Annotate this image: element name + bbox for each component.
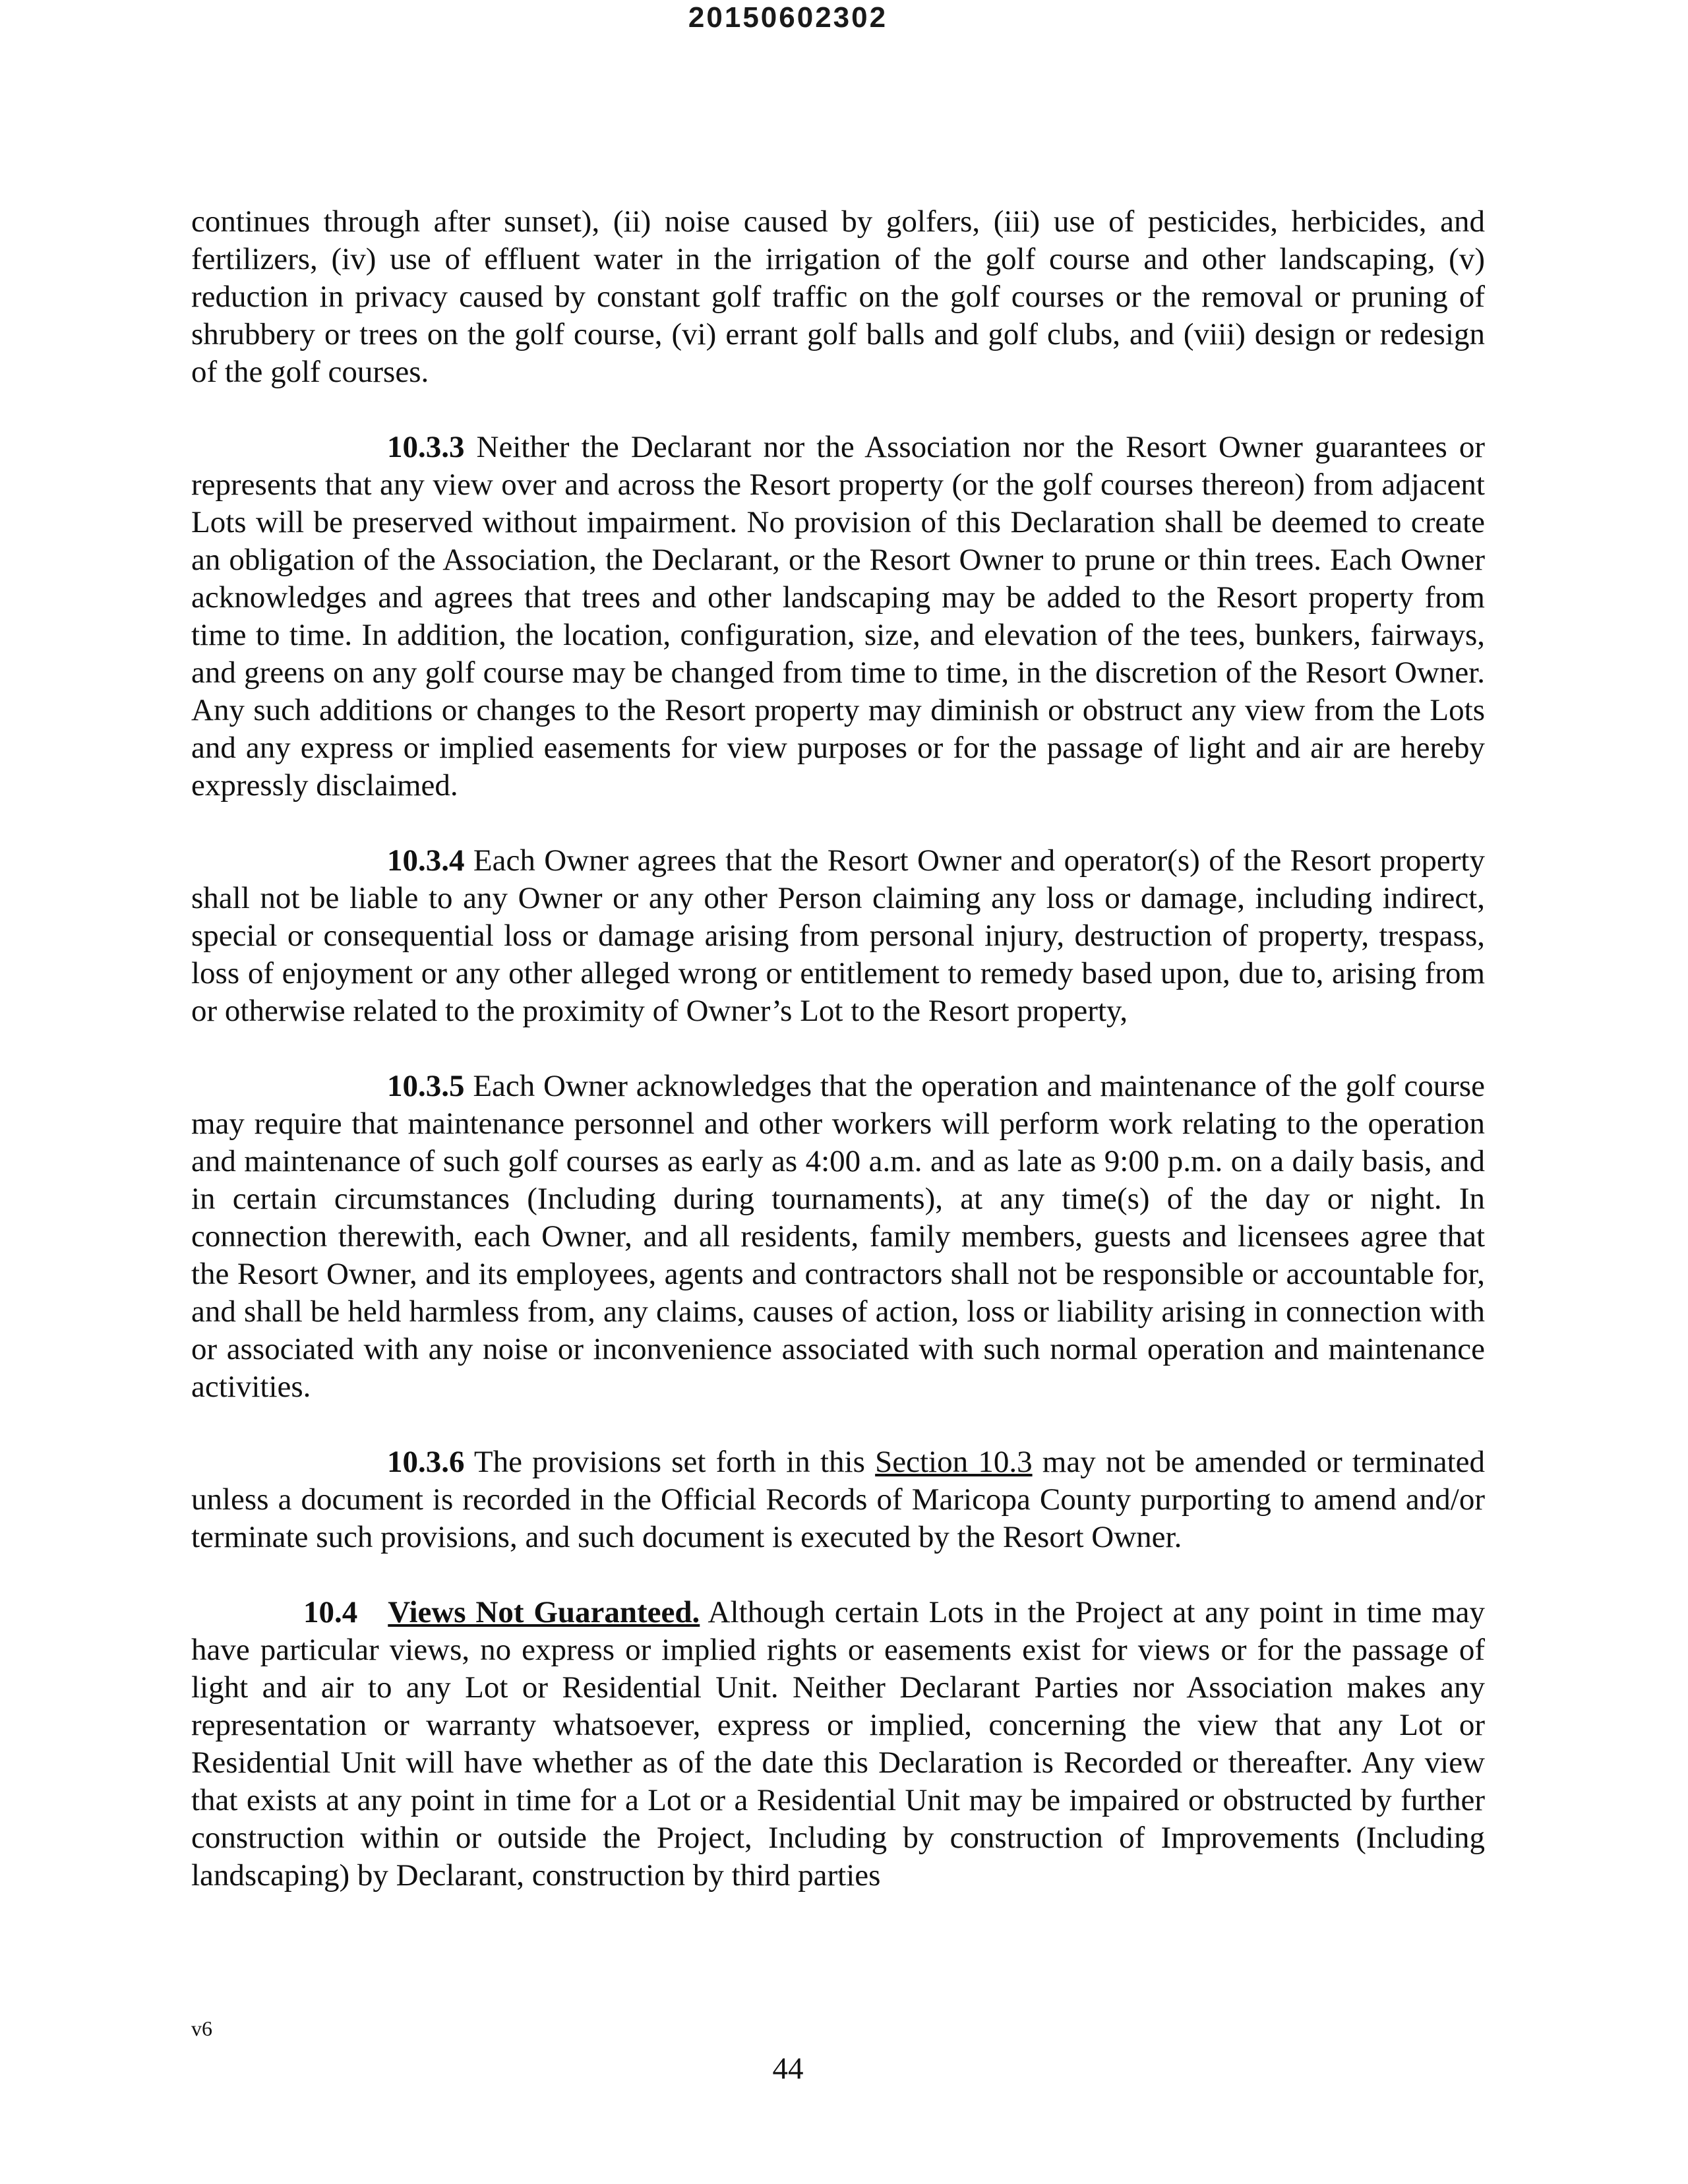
section-10-3-3: [191, 429, 1485, 804]
section-text: Each Owner agrees that the Resort Owner and operator(s) of the Resort property shall not be liable to any Owner or any other Person claiming any loss or damage, including indirect, special or consequential loss or damage arising from personal injury, destruction of property, trespass, loss of enjoyment or any other alleged wrong or entitlement to remedy based upon, due to, arising from or otherwise related to the proximity of Owner’s Lot to the Resort property,: [191, 843, 1485, 1028]
section-number: 10.3.4: [387, 843, 465, 878]
section-text-before: The provisions set forth in this: [464, 1445, 876, 1479]
section-10-3-5: [191, 1068, 1485, 1406]
section-10-3-6: [191, 1443, 1485, 1556]
section-text-after: may not be amended or terminated unless a document is recorded in the Official Records of Maricopa County purporting to amend and/or terminate such provisions, and such document is executed by the Resort Owner.: [191, 1445, 1485, 1554]
section-text: Although certain Lots in the Project at any point in time may have particular views, no express or implied rights or easements exist for views or for the passage of light and air to any Lot or Residential Unit. Neither Declarant Parties nor Association makes any representation or warranty whatsoever, express or implied, concerning the view that any Lot or Residential Unit will have whether as of the date this Declaration is Recorded or thereafter. Any view that exists at any point in time for a Lot or a Residential Unit may be impaired or obstructed by further construction within or outside the Project, Including by construction of Improvements (Including landscaping) by Declarant, construction by third parties: [191, 1595, 1486, 1893]
section-number: 10.4: [303, 1595, 358, 1629]
version-label: v6: [191, 2017, 212, 2040]
section-number: 10.3.3: [387, 430, 465, 464]
section-text: Neither the Declarant nor the Association nor the Resort Owner guarantees or represents that any view over and across the Resort property (or the golf courses thereon) from adjacent Lots will be preserved without impairment. No provision of this Declaration shall be deemed to create an obligation of the Association, the Declarant, or the Resort Owner to prune or thin trees. Each Owner acknowledges and agrees that trees and other landscaping may be added to the Resort property from time to time. In addition, the location, configuration, size, and elevation of the tees, bunkers, fairways, and greens on any golf course may be changed from time to time, in the discretion of the Resort Owner. Any such additions or changes to the Resort property may diminish or obstruct any view from the Lots and any express or implied easements for view purposes or for the passage of light and air are hereby expressly disclaimed.: [191, 430, 1485, 803]
section-number: 10.3.5: [387, 1069, 465, 1103]
recording-number: 20150602302: [688, 1, 888, 34]
continued-paragraph: continues through after sunset), (ii) noise caused by golfers, (iii) use of pesticides, herbicides, and fertilizers, (iv) use of effluent water in the irrigation of the golf course and other landscaping, (v) reduction in privacy caused by constant golf traffic on the golf courses or the removal or pruning of shrubbery or trees on the golf course, (vi) errant golf balls and golf clubs, and (viii) design or redesign of the golf courses.: [191, 204, 1485, 389]
section-text: Each Owner acknowledges that the operation and maintenance of the golf course may require that maintenance personnel and other workers will perform work relating to the operation and maintenance of such golf courses as early as 4:00 a.m. and as late as 9:00 p.m. on a daily basis, and in certain circumstances (Including during tournaments), at any time(s) of the day or night. In connection therewith, each Owner, and all residents, family members, guests and licensees agree that the Resort Owner, and its employees, agents and contractors shall not be responsible or accountable for, and shall be held harmless from, any claims, causes of action, loss or liability arising in connection with or associated with any noise or inconvenience associated with such normal operation and maintenance activities.: [191, 1069, 1485, 1404]
section-10-4: [191, 1594, 1485, 1895]
section-number: 10.3.6: [387, 1445, 465, 1479]
section-title: Views Not Guaranteed.: [388, 1595, 700, 1629]
section-10-3-4: [191, 842, 1485, 1030]
page-number: 44: [772, 2051, 804, 2086]
section-cross-reference: Section 10.3: [875, 1445, 1033, 1479]
document-body: [191, 203, 1485, 1932]
